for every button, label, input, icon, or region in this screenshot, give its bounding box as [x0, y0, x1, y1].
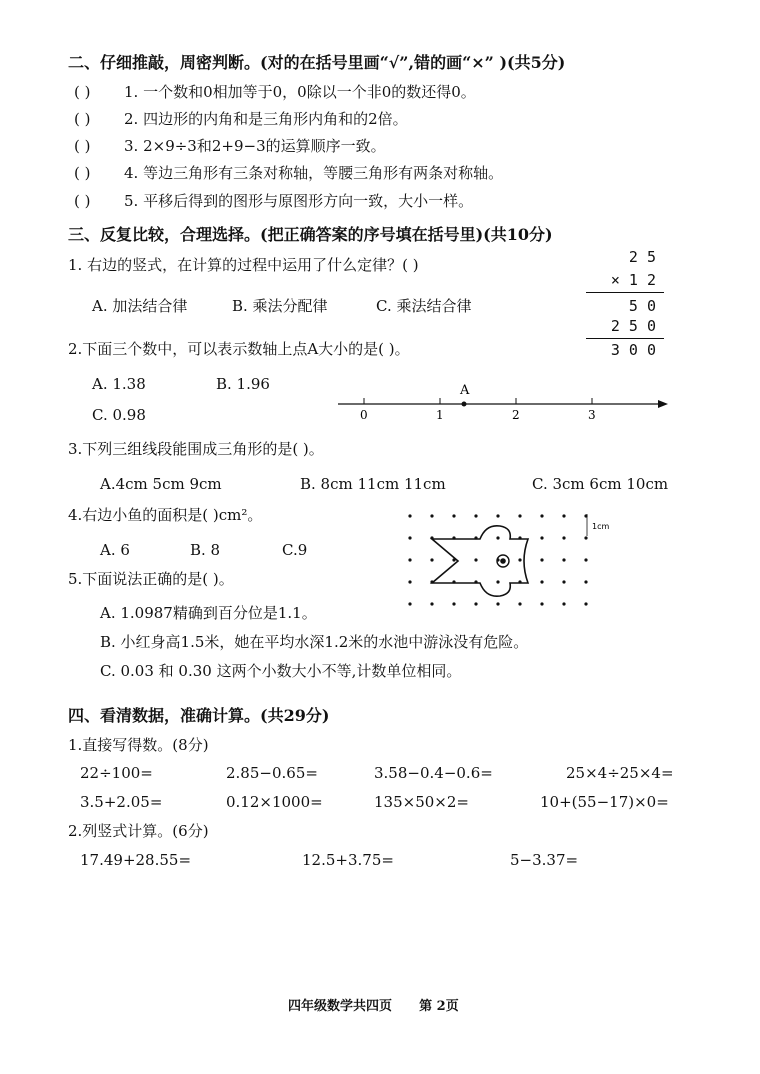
fish-eye	[500, 558, 506, 564]
vm-row-4: 2 5 0	[610, 317, 656, 335]
q4-text: 4.右边小鱼的面积是( )cm²。	[68, 506, 263, 524]
grid-dot	[518, 514, 521, 517]
calc-2-1: 3.5+2.05=	[80, 793, 163, 811]
judge-item-1: 1. 一个数和0相加等于0，0除以一个非0的数还得0。	[124, 83, 476, 101]
vertical-calc-3: 5−3.37=	[510, 851, 579, 869]
grid-dot	[496, 580, 499, 583]
section2-title: 二、仔细推敲，周密判断。(对的在括号里画“√”,错的画“×” )(共5分)	[68, 53, 566, 72]
grid-dot	[562, 602, 565, 605]
calc-2-2: 0.12×1000=	[226, 793, 323, 811]
grid-dot	[474, 514, 477, 517]
fish-outline	[432, 526, 528, 596]
grid-dot	[452, 602, 455, 605]
tick-label-2: 2	[512, 408, 520, 422]
grid-dot	[540, 536, 543, 539]
q5-text: 5.下面说法正确的是( )。	[68, 570, 234, 588]
calc-1-4: 25×4÷25×4=	[566, 764, 674, 782]
tick-label-1: 1	[436, 408, 444, 422]
q5-option-b[interactable]: B. 小红身高1.5米，她在平均水深1.2米的水池中游泳没有危险。	[100, 633, 529, 651]
grid-dot	[452, 514, 455, 517]
section4-title: 四、看清数据，准确计算。(共29分)	[68, 706, 330, 725]
judge-paren-3[interactable]: ( )	[74, 137, 91, 155]
judge-paren-5[interactable]: ( )	[74, 192, 91, 210]
calc-2-4: 10+(55−17)×0=	[540, 793, 669, 811]
calc-2-3: 135×50×2=	[374, 793, 469, 811]
grid-dot	[562, 580, 565, 583]
q1-option-b[interactable]: B. 乘法分配律	[232, 297, 328, 315]
grid-dot	[540, 514, 543, 517]
vm-row-1: 2 5	[628, 248, 656, 266]
grid-dot	[584, 536, 587, 539]
judge-item-3: 3. 2×9÷3和2+9−3的运算顺序一致。	[124, 137, 386, 155]
grid-dot	[430, 514, 433, 517]
q2-option-c[interactable]: C. 0.98	[92, 406, 146, 424]
grid-dot	[518, 558, 521, 561]
q2-option-b[interactable]: B. 1.96	[216, 375, 270, 393]
sub1-title: 1.直接写得数。(8分)	[68, 736, 209, 754]
calc-1-2: 2.85−0.65=	[226, 764, 318, 782]
grid-dot	[540, 580, 543, 583]
grid-dot	[540, 602, 543, 605]
q3-text: 3.下列三组线段能围成三角形的是( )。	[68, 440, 324, 458]
q5-option-a[interactable]: A. 1.0987精确到百分位是1.1。	[100, 604, 317, 622]
q3-option-b[interactable]: B. 8cm 11cm 11cm	[300, 475, 446, 493]
vm-line-2	[586, 338, 664, 339]
judge-item-4: 4. 等边三角形有三条对称轴，等腰三角形有两条对称轴。	[124, 164, 504, 182]
grid-dot	[408, 602, 411, 605]
grid-dot	[430, 558, 433, 561]
grid-dot	[430, 602, 433, 605]
grid-dot	[540, 558, 543, 561]
q4-option-c[interactable]: C.9	[282, 541, 308, 559]
tick-label-0: 0	[360, 408, 368, 422]
q2-text: 2.下面三个数中，可以表示数轴上点A大小的是( )。	[68, 340, 410, 358]
judge-item-5: 5. 平移后得到的图形与原图形方向一致，大小一样。	[124, 192, 474, 210]
sub2-title: 2.列竖式计算。(6分)	[68, 822, 209, 840]
judge-paren-2[interactable]: ( )	[74, 110, 91, 128]
point-a-label: A	[460, 383, 470, 398]
q1-option-a[interactable]: A. 加法结合律	[92, 297, 188, 315]
grid-dot	[408, 536, 411, 539]
vertical-multiplication	[584, 246, 664, 362]
vm-row-5: 3 0 0	[610, 341, 656, 359]
number-line	[330, 376, 675, 426]
grid-dot	[584, 602, 587, 605]
tick-label-3: 3	[588, 408, 596, 422]
grid-dot	[408, 580, 411, 583]
calc-1-3: 3.58−0.4−0.6=	[374, 764, 493, 782]
grid-dot	[408, 558, 411, 561]
grid-dot	[496, 514, 499, 517]
page-footer: 四年级数学共四页 第 2页	[288, 999, 459, 1014]
fish-dot-grid	[400, 506, 630, 610]
grid-dot	[496, 602, 499, 605]
grid-dot	[496, 536, 499, 539]
vertical-calc-1: 17.49+28.55=	[80, 851, 192, 869]
q4-option-b[interactable]: B. 8	[190, 541, 221, 559]
q3-option-a[interactable]: A.4cm 5cm 9cm	[100, 475, 222, 493]
grid-dot	[474, 602, 477, 605]
grid-dot	[562, 558, 565, 561]
vertical-calc-2: 12.5+3.75=	[302, 851, 394, 869]
grid-dot	[474, 558, 477, 561]
grid-dot	[408, 514, 411, 517]
q1-option-c[interactable]: C. 乘法结合律	[376, 297, 472, 315]
grid-dot	[562, 514, 565, 517]
vm-line-1	[586, 292, 664, 293]
q4-option-a[interactable]: A. 6	[100, 541, 130, 559]
calc-1-1: 22÷100=	[80, 764, 153, 782]
judge-paren-4[interactable]: ( )	[74, 164, 91, 182]
q2-option-a[interactable]: A. 1.38	[92, 375, 146, 393]
q5-option-c[interactable]: C. 0.03 和 0.30 这两个小数大小不等,计数单位相同。	[100, 662, 462, 680]
section3-title: 三、反复比较，合理选择。(把正确答案的序号填在括号里)(共10分)	[68, 225, 553, 244]
grid-dot	[584, 558, 587, 561]
judge-item-2: 2. 四边形的内角和是三角形内角和的2倍。	[124, 110, 408, 128]
unit-label: 1cm	[592, 522, 610, 531]
judge-paren-1[interactable]: ( )	[74, 83, 91, 101]
grid-dot	[562, 536, 565, 539]
point-a-dot	[462, 402, 467, 407]
vm-row-3: 5 0	[628, 297, 656, 315]
grid-dot	[518, 602, 521, 605]
q3-option-c[interactable]: C. 3cm 6cm 10cm	[532, 475, 669, 493]
grid-dot	[584, 580, 587, 583]
vm-row-2: × 1 2	[610, 271, 656, 289]
q1-text: 1. 右边的竖式，在计算的过程中运用了什么定律？( )	[68, 256, 419, 274]
